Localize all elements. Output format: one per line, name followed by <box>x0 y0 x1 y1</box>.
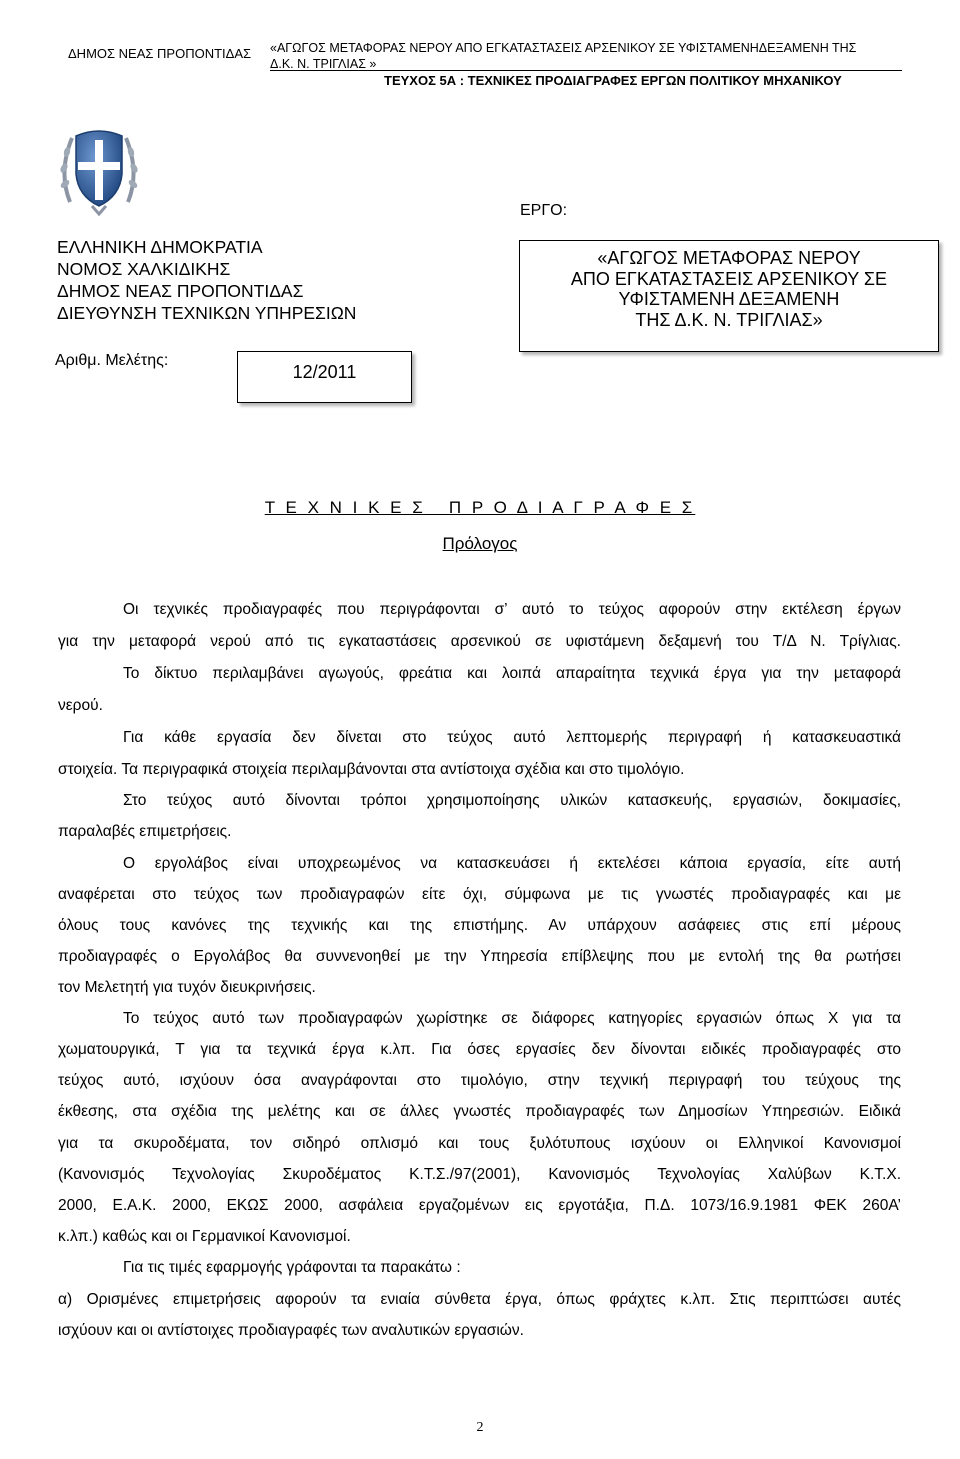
body-line: Οι τεχνικές προδιαγραφές που περιγράφονται σ’ αυτό το τεύχος αφορούν στην εκτέλεση έργων <box>123 601 901 618</box>
body-line: Ο εργολάβος είναι υποχρεωμένος να κατασκευάσει ή εκτελέσει κάποια εργασία, είτε αυτή <box>123 855 901 872</box>
authority-line: ΔΗΜΟΣ ΝΕΑΣ ΠΡΟΠΟΝΤΙΔΑΣ <box>57 281 304 301</box>
body-line: παραλαβές επιμετρήσεις. <box>58 823 232 840</box>
header-project-title <box>270 40 910 72</box>
page-number: 2 <box>476 1420 484 1435</box>
project-title-box <box>519 240 939 352</box>
body-line: χωματουργικά, Τ για τα τεχνικά έργα κ.λπ. Για όσες εργασίες δεν δίνονται ειδικές προδιαγραφές στο <box>58 1041 901 1058</box>
body-line: α) Ορισμένες επιμετρήσεις αφορούν τα ενιαία σύνθετα έργα, όπως φράχτες κ.λπ. Στις περιπτώσει αυτές <box>58 1291 901 1308</box>
body-line: (Κανονισμός Τεχνολογίας Σκυροδέματος Κ.Τ.Σ./97(2001), Κανονισμός Τεχνολογίας Χαλύβων Κ.Τ.Χ. <box>58 1166 901 1183</box>
body-line: 2000, Ε.Α.Κ. 2000, ΕΚΩΣ 2000, ασφάλεια εργαζομένων εις εργοτάξια, Π.Δ. 1073/16.9.1981 ΦΕΚ 260Α’ <box>58 1197 901 1214</box>
body-line: όλους τους κανόνες της τεχνικής και της επιστήμης. Αν υπάρχουν ασάφειες στις επί μέρους <box>58 917 901 934</box>
body-line: για την μεταφορά νερού από τις εγκαταστάσεις αρσενικού σε υφιστάμενη δεξαμενή του Τ/Δ Ν. Τρίγλιας. <box>58 633 901 650</box>
body-line: ισχύουν και οι αντίστοιχες προδιαγραφές των αναλυτικών εργασιών. <box>58 1322 524 1339</box>
body-line: Για τις τιμές εφαρμογής γράφονται τα παρακάτω : <box>123 1259 461 1276</box>
body-line: Για κάθε εργασία δεν δίνεται στο τεύχος αυτό λεπτομερής περιγραφή ή κατασκευαστικά <box>123 729 901 746</box>
authority-line: ΝΟΜΟΣ ΧΑΛΚΙΔΙΚΗΣ <box>57 259 231 279</box>
body-line: Στο τεύχος αυτό δίνονται τρόποι χρησιμοποίησης υλικών κατασκευής, εργασιών, δοκιμασίες, <box>123 792 901 809</box>
body-line: τεύχος αυτό, ισχύουν όσα αναγράφονται στο τιμολόγιο, στην τεχνική περιγραφή του τεύχους της <box>58 1072 901 1089</box>
header-municipality: ΔΗΜΟΣ ΝΕΑΣ ΠΡΟΠΟΝΤΙΔΑΣ <box>68 46 252 61</box>
project-title-line: ΥΦΙΣΤΑΜΕΝΗ ΔΕΞΑΜΕΝΗ <box>618 289 840 309</box>
authority-line: ΕΛΛΗΝΙΚΗ ΔΗΜΟΚΡΑΤΙΑ <box>57 237 263 257</box>
body-line: προδιαγραφές ο Εργολάβος θα συννενοηθεί με την Υπηρεσία επίβλεψης που με εντολή της θα ρωτήσει <box>58 948 901 965</box>
body-line: Το τεύχος αυτό των προδιαγραφών χωρίστηκε σε διάφορες κατηγορίες εργασιών όπως Χ για τα <box>123 1010 901 1027</box>
body-line: έκθεσης, στα σχέδια της μελέτης και σε άλλες γνωστές προδιαγραφές των Δημοσίων Υπηρεσιών. Ειδικά <box>58 1103 901 1120</box>
section-heading: Πρόλογος <box>442 534 518 553</box>
body-line: αναφέρεται στο τεύχος των προδιαγραφών είτε όχι, σύμφωνα με τις γνωστές προδιαγραφές και με <box>58 886 901 903</box>
body-line: τον Μελετητή για τυχόν διευκρινήσεις. <box>58 979 316 996</box>
study-number-label: Αριθμ. Μελέτης: <box>55 352 169 369</box>
project-title-line: «ΑΓΩΓΟΣ ΜΕΤΑΦΟΡΑΣ ΝΕΡΟΥ <box>597 248 861 268</box>
study-number-value: 12/2011 <box>292 362 357 382</box>
body-line: Το δίκτυο περιλαμβάνει αγωγούς, φρεάτια και λοιπά απαραίτητα τεχνικά έργα για την μεταφορά <box>123 665 901 682</box>
document-title: Τ Ε Χ Ν Ι Κ Ε Σ Π Ρ Ο Δ Ι Α Γ Ρ Α Φ Ε Σ <box>264 498 696 517</box>
study-number-box <box>237 351 412 403</box>
body-line: στοιχεία. Τα περιγραφικά στοιχεία περιλαμβάνονται στα αντίστοιχα σχέδια και στο τιμολόγιο. <box>58 761 685 778</box>
authority-line: ΔΙΕΥΘΥΝΣΗ ΤΕΧΝΙΚΩΝ ΥΠΗΡΕΣΙΩΝ <box>57 303 357 323</box>
header-rule <box>270 70 902 71</box>
issuing-authority <box>57 236 356 324</box>
project-title-line: ΑΠΟ ΕΓΚΑΤΑΣΤΑΣΕΙΣ ΑΡΣΕΝΙΚΟΥ ΣΕ <box>570 268 888 289</box>
header-issue: ΤΕΥΧΟΣ 5Α : ΤΕΧΝΙΚΕΣ ΠΡΟΔΙΑΓΡΑΦΕΣ ΕΡΓΩΝ ΠΟΛΙΤΙΚΟΥ ΜΗΧΑΝΙΚΟΥ <box>384 73 842 88</box>
header-project-line-1: «ΑΓΩΓΟΣ ΜΕΤΑΦΟΡΑΣ ΝΕΡΟΥ ΑΠΟ ΕΓΚΑΤΑΣΤΑΣΕΙΣ ΑΡΣΕΝΙΚΟΥ ΣΕ ΥΦΙΣΤΑΜΕΝΗΔΕΞΑΜΕΝΗ ΤΗΣ <box>270 41 857 55</box>
greek-coat-of-arms-icon <box>56 122 142 218</box>
body-line: για τα σκυροδέματα, τον σιδηρό οπλισμό και τους ξυλότυπους ισχύουν οι Ελληνικοί Κανονισμοί <box>58 1135 901 1152</box>
body-line: κ.λπ.) καθώς και οι Γερμανικοί Κανονισμοί. <box>58 1228 351 1245</box>
header-project-line-2: Δ.Κ. Ν. ΤΡΙΓΛΙΑΣ » <box>270 57 377 71</box>
body-line: νερού. <box>58 697 103 714</box>
project-label: ΕΡΓΟ: <box>520 202 568 219</box>
project-title-line: ΤΗΣ Δ.Κ. Ν. ΤΡΙΓΛΙΑΣ» <box>635 309 823 330</box>
